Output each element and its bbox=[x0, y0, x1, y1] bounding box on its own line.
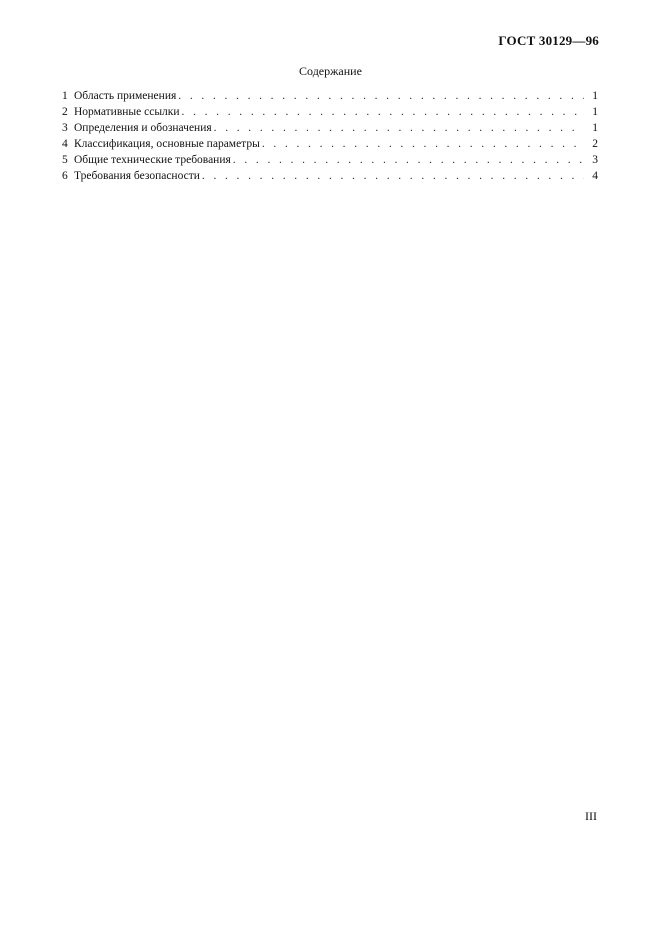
toc-leader-dots bbox=[182, 104, 584, 120]
toc-item-page: 3 bbox=[592, 154, 598, 166]
toc-item-title: Определения и обозначения bbox=[74, 122, 212, 134]
toc-item-number: 4 bbox=[62, 138, 68, 150]
toc-item-title: Общие технические требования bbox=[74, 154, 231, 166]
toc-item-title: Требования безопасности bbox=[74, 170, 200, 182]
toc-item-title: Нормативные ссылки bbox=[74, 106, 180, 118]
toc-leader-dots bbox=[202, 168, 584, 184]
toc-item-number: 2 bbox=[62, 106, 68, 118]
toc-item-page: 1 bbox=[592, 122, 598, 134]
table-of-contents bbox=[62, 88, 598, 184]
toc-item[interactable] bbox=[62, 168, 598, 184]
toc-item[interactable] bbox=[62, 88, 598, 104]
toc-leader-dots bbox=[262, 136, 584, 152]
toc-item[interactable] bbox=[62, 152, 598, 168]
toc-item-page: 1 bbox=[592, 106, 598, 118]
toc-title: Содержание bbox=[299, 64, 362, 78]
toc-leader-dots bbox=[178, 88, 584, 104]
toc-item-page: 1 bbox=[592, 90, 598, 102]
toc-leader-dots bbox=[233, 152, 584, 168]
toc-item[interactable] bbox=[62, 104, 598, 120]
toc-item-title: Классификация, основные параметры bbox=[74, 138, 260, 150]
toc-item[interactable] bbox=[62, 120, 598, 136]
toc-item-title: Область применения bbox=[74, 90, 177, 102]
toc-item[interactable] bbox=[62, 136, 598, 152]
toc-item-page: 4 bbox=[592, 170, 598, 182]
toc-leader-dots bbox=[214, 120, 584, 136]
document-code: ГОСТ 30129—96 bbox=[498, 33, 599, 48]
toc-item-number: 1 bbox=[62, 90, 68, 102]
toc-item-number: 5 bbox=[62, 154, 68, 166]
toc-item-page: 2 bbox=[592, 138, 598, 150]
toc-item-number: 6 bbox=[62, 170, 68, 182]
toc-item-number: 3 bbox=[62, 122, 68, 134]
page-number: III bbox=[585, 809, 597, 823]
